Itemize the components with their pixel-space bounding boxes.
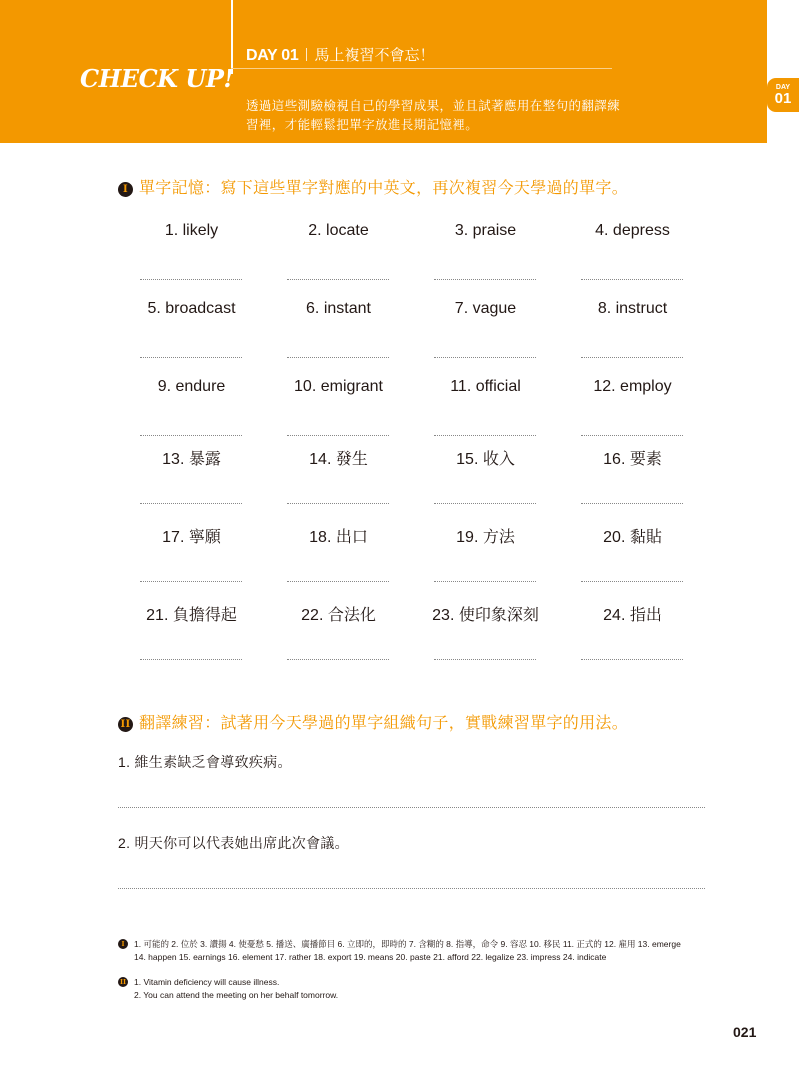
vocab-word: 16. 要素 — [603, 451, 662, 468]
answer-key-2-badge: II — [119, 978, 127, 986]
vocab-word: 17. 寧願 — [162, 529, 221, 546]
vocab-answer-line[interactable] — [581, 503, 683, 504]
vocab-word: 24. 指出 — [603, 607, 662, 624]
answer-key-2-text-2: 2. You can attend the meeting on her behalf tomorrow. — [134, 989, 339, 1000]
vocab-answer-line[interactable] — [581, 581, 683, 582]
section-1-badge: I — [118, 182, 133, 197]
answer-key-1-badge: I — [118, 939, 128, 949]
vocab-word: 23. 使印象深刻 — [432, 607, 539, 624]
vocab-answer-line[interactable] — [287, 435, 389, 436]
page-number: 021 — [733, 1024, 757, 1040]
vocab-word: 20. 黏貼 — [603, 529, 662, 546]
vocab-answer-line[interactable] — [287, 581, 389, 582]
vocab-answer-line[interactable] — [287, 659, 389, 660]
vocab-word: 13. 暴露 — [162, 451, 221, 468]
vocab-word: 5. broadcast — [147, 300, 236, 317]
vocab-item — [412, 368, 559, 446]
day-tab-number: 01 — [774, 90, 792, 107]
vocab-answer-line[interactable] — [140, 357, 242, 358]
translation-question-2: 2. 明天你可以代表她出席此次會議。 — [118, 835, 349, 851]
translation-question-1: 1. 維生素缺乏會導致疾病。 — [118, 754, 292, 770]
vocab-word: 6. instant — [306, 300, 371, 317]
vocab-item — [118, 212, 265, 290]
vocab-item — [118, 524, 265, 602]
vocab-item — [118, 290, 265, 368]
vocab-word: 4. depress — [595, 222, 670, 239]
day-separator — [306, 48, 307, 61]
vocab-answer-line[interactable] — [140, 435, 242, 436]
vocab-item — [412, 446, 559, 524]
vocab-item — [265, 602, 412, 680]
vocab-word: 21. 負擔得起 — [146, 607, 237, 624]
vocab-word: 15. 收入 — [456, 451, 515, 468]
answer-key-2-text-1: 1. Vitamin deficiency will cause illness. — [134, 977, 280, 987]
vocab-item — [118, 368, 265, 446]
vocab-answer-line[interactable] — [434, 279, 536, 280]
vocab-item — [559, 368, 706, 446]
vocab-item — [559, 212, 706, 290]
section-2-title: 翻譯練習：試著用今天學過的單字組織句子，實戰練習單字的用法。 — [139, 715, 629, 732]
section-1-title: 單字記憶：寫下這些單字對應的中英文，再次複習今天學過的單字。 — [139, 180, 629, 197]
vocab-answer-line[interactable] — [434, 503, 536, 504]
translation-answer-line-2[interactable] — [118, 888, 705, 889]
vocab-answer-line[interactable] — [140, 503, 242, 504]
vocab-word: 8. instruct — [597, 300, 668, 317]
day-motto: 馬上複習不會忘！ — [314, 47, 435, 64]
vocab-word: 2. locate — [308, 222, 369, 239]
answer-key-1 — [118, 938, 694, 963]
vocab-item — [559, 446, 706, 524]
section-1-heading — [118, 175, 628, 198]
header-band — [0, 0, 767, 143]
header-divider-horizontal — [231, 68, 612, 69]
vocab-answer-line[interactable] — [581, 357, 683, 358]
vocab-grid — [118, 212, 706, 680]
day-label: DAY 01 — [246, 47, 299, 64]
vocab-word: 14. 發生 — [309, 451, 368, 468]
vocab-word: 18. 出口 — [309, 529, 368, 546]
vocab-word: 7. vague — [454, 300, 517, 317]
vocab-item — [265, 290, 412, 368]
section-2-heading — [118, 710, 628, 733]
vocab-item — [265, 524, 412, 602]
translation-answer-line-1[interactable] — [118, 807, 705, 808]
vocab-answer-line[interactable] — [287, 279, 389, 280]
vocab-item — [559, 602, 706, 680]
vocab-word: 22. 合法化 — [301, 607, 376, 624]
vocab-word: 9. endure — [157, 378, 226, 395]
vocab-answer-line[interactable] — [581, 279, 683, 280]
vocab-word: 1. likely — [164, 222, 219, 239]
vocab-word: 12. employ — [593, 378, 672, 395]
vocab-item — [118, 446, 265, 524]
day-tab — [767, 78, 799, 112]
vocab-answer-line[interactable] — [434, 659, 536, 660]
vocab-word: 19. 方法 — [456, 529, 515, 546]
brand-title: CHECK UP! — [80, 64, 234, 93]
answer-key-1-text: 1. 可能的 2. 位於 3. 讚揚 4. 使憂愁 5. 播送、廣播節目 6. 立即的，即時的 7. 含糊的 8. 指導，命令 9. 容忍 10. 移民 11. 正式的 12. 雇用 13. emerge 14. happen 15. earnings 16. element 17. rather 18. export 19. means 20. paste 21. afford 22. legalize 23. impress 24. indicate — [134, 939, 681, 962]
header-divider-vertical — [231, 0, 233, 74]
vocab-answer-line[interactable] — [140, 581, 242, 582]
answer-key-2 — [118, 976, 694, 1001]
day-title — [246, 44, 434, 65]
vocab-item — [412, 212, 559, 290]
vocab-item — [412, 602, 559, 680]
vocab-item — [412, 290, 559, 368]
vocab-answer-line[interactable] — [434, 357, 536, 358]
vocab-answer-line[interactable] — [140, 659, 242, 660]
vocab-answer-line[interactable] — [581, 659, 683, 660]
vocab-answer-line[interactable] — [581, 435, 683, 436]
vocab-item — [265, 446, 412, 524]
section-2-badge: II — [118, 717, 133, 732]
vocab-word: 10. emigrant — [294, 378, 383, 395]
vocab-item — [559, 524, 706, 602]
vocab-word: 11. official — [450, 378, 521, 395]
vocab-answer-line[interactable] — [287, 357, 389, 358]
vocab-item — [118, 602, 265, 680]
intro-text: 透過這些測驗檢視自己的學習成果，並且試著應用在整句的翻譯練習裡，才能輕鬆把單字放進長期記憶裡。 — [246, 99, 621, 132]
day-tab-label: DAY — [775, 84, 791, 91]
vocab-item — [265, 368, 412, 446]
vocab-answer-line[interactable] — [434, 581, 536, 582]
vocab-word: 3. praise — [454, 222, 517, 239]
vocab-item — [265, 212, 412, 290]
vocab-answer-line[interactable] — [434, 435, 536, 436]
vocab-item — [412, 524, 559, 602]
vocab-answer-line[interactable] — [287, 503, 389, 504]
vocab-answer-line[interactable] — [140, 279, 242, 280]
vocab-item — [559, 290, 706, 368]
